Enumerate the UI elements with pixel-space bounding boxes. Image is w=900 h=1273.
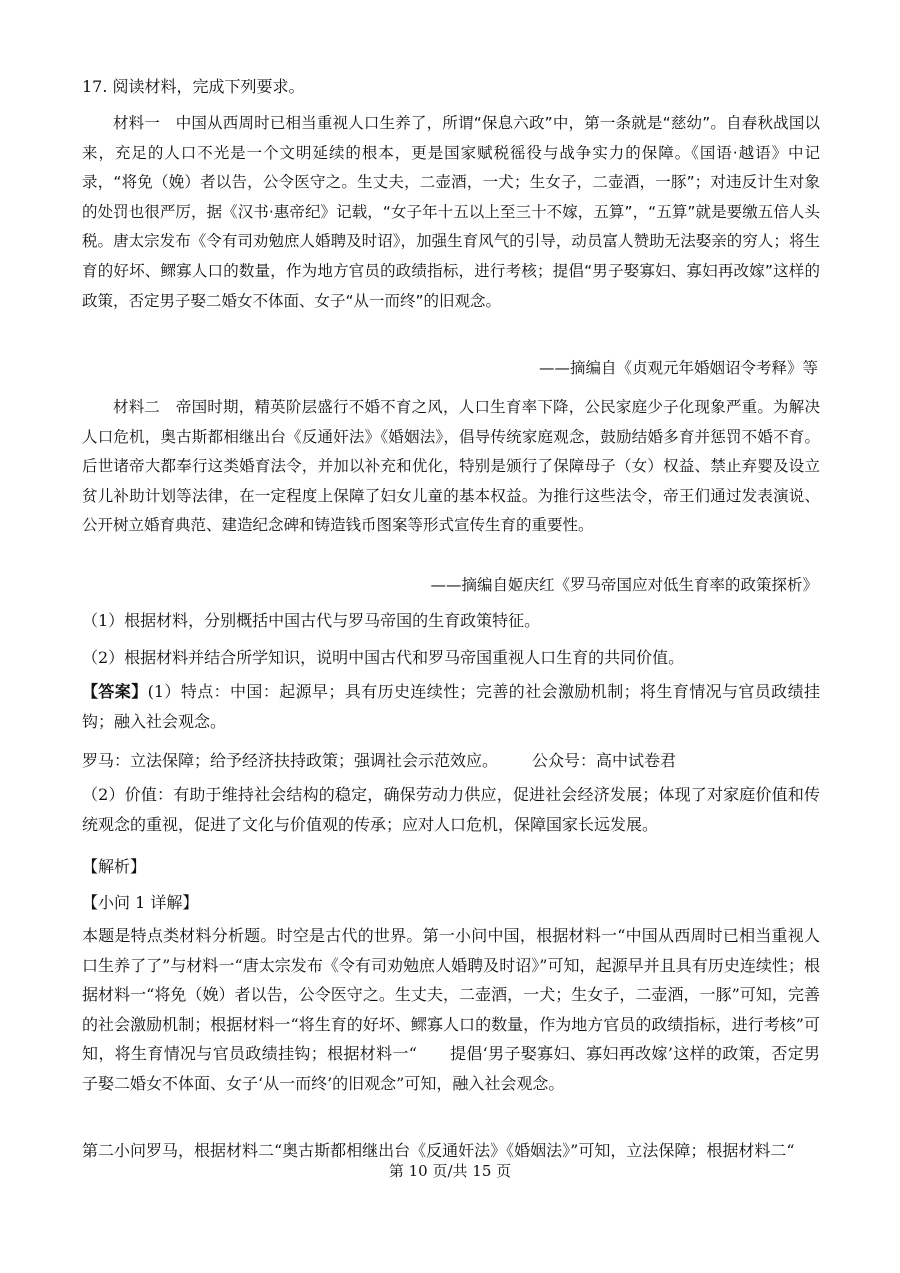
material-two: 材料二 帝国时期，精英阶层盛行不婚不育之风，人口生育率下降，公民家庭少子化现象严重。为解决人口危机，奥古斯都相继出台《反通奸法》《婚姻法》，倡导传统家庭观念，鼓励结婚多育并惩罚不婚不育。后世诸帝大都奉行这类婚育法令，并加以补充和优化，特别是颁行了保障母子（女）权益、禁止弃婴及设立贫儿补助计划等法律，在一定程度上保障了妇女儿童的基本权益。为推行这些法令，帝王们通过发表演说、公开树立婚育典范、建造纪念碑和铸造钱币图案等形式宣传生育的重要性。 bbox=[82, 398, 820, 535]
answer-part-1 bbox=[82, 677, 820, 736]
analysis-sub-label: 【小问 1 详解】 bbox=[82, 893, 199, 912]
sub-question-2: （2）根据材料并结合所学知识，说明中国古代和罗马帝国重视人口生育的共同价值。 bbox=[82, 648, 685, 667]
watermark-text: 公众号：高中试卷君 bbox=[532, 751, 677, 770]
analysis-paragraph-2: 第二小问罗马，根据材料二“奥古斯都相继出台《反通奸法》《婚姻法》”可知，立法保障；根据材料二“ bbox=[82, 1141, 795, 1160]
material-two-source: ——摘编自姬庆红《罗马帝国应对低生育率的政策探析》 bbox=[430, 576, 818, 594]
analysis-paragraph-1: 本题是特点类材料分析题。时空是古代的世界。第一小问中国，根据材料一“中国从西周时已相当重视人口生养了了”与材料一“唐太宗发布《令有司劝勉庶人婚聘及时诏》”可知，起源早并且具有历史连续性；根据材料一“将免（娩）者以告，公令医守之。生丈夫，二壶酒，一犬；生女子，二壶酒，一豚”可知，完善的社会激励机制；根据材料一“将生育的好坏、鳏寡人口的数量，作为地方官员的政绩指标，进行考核”可知，将生育情况与官员政绩挂钩；根据材料一“ 提倡‘男子娶寡妇、寡妇再改嫁’这样的政策，否定男子娶二婚女不体面、女子‘从一而终’的旧观念”可知，融入社会观念。 bbox=[82, 926, 820, 1093]
answer-part-2: （2）价值：有助于维持社会结构的稳定，确保劳动力供应，促进社会经济发展；体现了对家庭价值和传统观念的重视，促进了文化与价值观的传承；应对人口危机，保障国家长远发展。 bbox=[82, 785, 820, 834]
material-one-source: ——摘编自《贞观元年婚姻诏令考释》等 bbox=[538, 359, 818, 377]
answer-rome bbox=[82, 748, 820, 771]
sub-question-1: （1）根据材料，分别概括中国古代与罗马帝国的生育政策特征。 bbox=[82, 611, 541, 630]
answer-rome-text: 罗马：立法保障；给予经济扶持政策；强调社会示范效应。 bbox=[82, 751, 499, 770]
page-footer: 第 10 页/共 15 页 bbox=[388, 1162, 512, 1180]
answer-label: 【答案】 bbox=[82, 682, 148, 701]
question-title: 17. 阅读材料，完成下列要求。 bbox=[82, 77, 305, 96]
answer-part-1-text: (1）特点：中国：起源早；具有历史连续性；完善的社会激励机制；将生育情况与官员政绩挂钩；融入社会观念。 bbox=[82, 682, 820, 731]
analysis-label: 【解析】 bbox=[82, 857, 147, 876]
material-one: 材料一 中国从西周时已相当重视人口生养了，所谓“保息六政”中，第一条就是“慈幼”。自春秋战国以来，充足的人口不光是一个文明延续的根本，更是国家赋税徭役与战争实力的保障。《国语·越语》中记录，“将免（娩）者以告，公令医守之。生丈夫，二壶酒，一犬；生女子，二壶酒，一豚”；对违反计生对象的处罚也很严厉，据《汉书·惠帝纪》记载，“女子年十五以上至三十不嫁，五算”，“五算”就是要缴五倍人头税。唐太宗发布《令有司劝勉庶人婚聘及时诏》，加强生育风气的引导，动员富人赞助无法娶亲的穷人；将生育的好坏、鳏寡人口的数量，作为地方官员的政绩指标，进行考核；提倡“男子娶寡妇、寡妇再改嫁”这样的政策，否定男子娶二婚女不体面、女子“从一而终”的旧观念。 bbox=[82, 114, 820, 310]
